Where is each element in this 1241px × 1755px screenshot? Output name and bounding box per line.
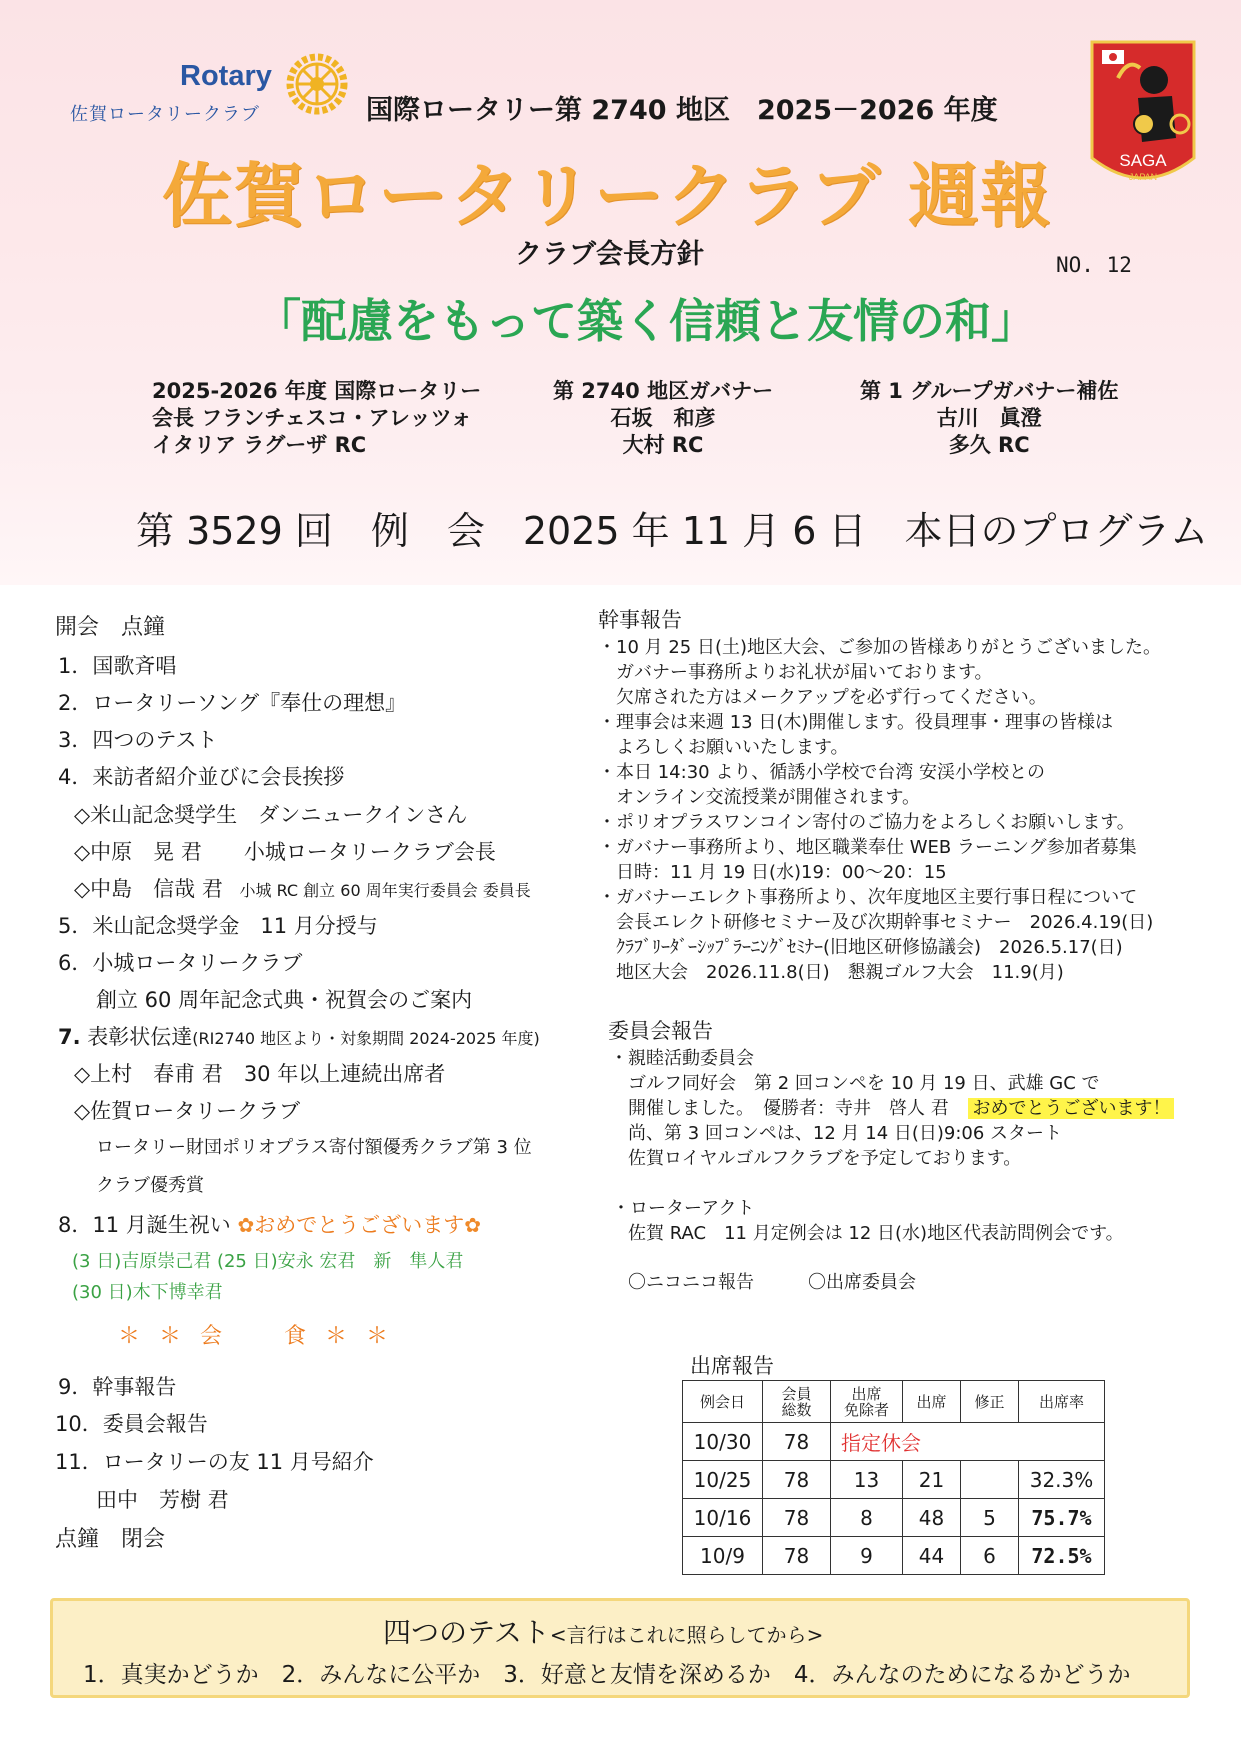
cell-fix: 6 [961,1537,1019,1575]
col-fix: 修正 [961,1381,1019,1423]
birthday-list-2: (30 日)木下博幸君 [72,1282,223,1303]
visitor-3 [74,873,531,903]
secretary-line: ・ガバナーエレクト事務所より、次年度地区主要行事日程について [598,887,1138,908]
table-row [683,1461,1105,1499]
secretary-line: ・本日 14:30 より、循誘小学校で台湾 安渓小学校との [598,762,1046,783]
committee-line: ・ローターアクト [612,1198,755,1219]
cell-date: 10/9 [683,1537,763,1575]
attendance-header-row [683,1381,1105,1423]
secretary-line: ・10 月 25 日(土)地区大会、ご参加の皆様ありがとうございました。 [598,637,1162,658]
governor-title: 第 2740 地区ガバナー [553,379,774,403]
award-2-prize: クラブ優秀賞 [96,1175,204,1196]
cell-fix [961,1461,1019,1499]
program-item-8-title: 8．11 月誕生祝い [58,1213,231,1237]
table-row [683,1423,1105,1461]
program-item-11: 11．ロータリーの友 11 月号紹介 [55,1450,374,1474]
program-title: 第 3529 回 例 会 2025 年 11 月 6 日 本日のプログラム [136,509,1209,553]
program-close: 点鐘 閉会 [55,1527,166,1552]
golf-winner: 開催しました。 優勝者：寺井 啓人 君 [628,1098,949,1119]
four-way-test-items: 1．真実かどうか 2．みんなに公平か 3．好意と友情を深めるか 4．みんなのためになるかどうか [83,1662,1131,1688]
newsletter-title: 佐賀ロータリークラブ 週報 [162,155,1053,237]
col-rate: 出席率 [1019,1381,1105,1423]
col-date: 例会日 [683,1381,763,1423]
ri-year-line: 2025-2026 年度 国際ロータリー [152,379,482,403]
program-item-6: 6．小城ロータリークラブ [58,951,303,975]
cell-date: 10/30 [683,1423,763,1461]
cell-exempt: 9 [831,1537,903,1575]
assistant-governor-name: 古川 眞澄 [936,406,1042,430]
award-1: ◇上村 春甫 君 30 年以上連続出席者 [74,1062,446,1086]
four-way-test-subtitle: <言行はこれに照らしてから> [549,1623,824,1647]
program-open: 開会 点鐘 [55,615,166,640]
program-item-3: 3．四つのテスト [58,728,218,752]
birthday-congrats: おめでとうございます [254,1213,465,1237]
meal-break: ＊ ＊ 会 食 ＊ ＊ [118,1324,394,1349]
secretary-line: ｸﾗﾌﾞﾘｰﾀﾞｰｼｯﾌﾟﾗｰﾆﾝｸﾞｾﾐﾅｰ(旧地区研修協議会) 2026.5.17(日) [598,937,1123,958]
badge-text: SAGA [1119,151,1167,170]
secretary-title: 幹事報告 [598,608,682,632]
governor-club: 大村 RC [622,433,704,457]
program-item-2: 2．ロータリーソング『奉仕の理想』 [58,691,407,715]
col-members: 会員 総数 [763,1381,831,1423]
cell-rate: 32.3% [1019,1461,1105,1499]
flower-icon: ✿ [237,1213,255,1237]
congrats-highlight: おめでとうございます！ [968,1098,1174,1119]
logo-word: Rotary [180,60,272,92]
committee-line: 佐賀ロイヤルゴルフクラブを予定しております。 [628,1148,1022,1169]
committee-line [628,1094,1174,1120]
secretary-line: 日時：11 月 19 日(水)19：00～20：15 [598,862,947,883]
award-2: ◇佐賀ロータリークラブ [74,1099,301,1123]
cell-date: 10/16 [683,1499,763,1537]
program-item-1: 1．国歌斉唱 [58,654,177,678]
issue-number: NO. 12 [1056,253,1132,277]
governor-name: 石坂 和彦 [610,406,716,430]
assistant-governor-club: 多久 RC [948,433,1030,457]
program-item-8 [58,1209,481,1239]
program-item-11-presenter: 田中 芳樹 君 [96,1488,229,1512]
flower-icon: ✿ [464,1213,481,1237]
rotary-logo [70,52,360,132]
program-item-7-number: 7. [58,1025,81,1049]
cell-members: 78 [763,1423,831,1461]
governor-block [553,378,773,459]
visitor-3-name: ◇中島 信哉 君 [74,877,223,901]
cell-present: 44 [903,1537,961,1575]
committee-line: 尚、第 3 回コンペは、12 月 14 日(日)9:06 スタート [628,1123,1063,1144]
assistant-governor-title: 第 1 グループガバナー補佐 [860,379,1119,403]
secretary-line: よろしくお願いいたします。 [598,737,849,758]
cell-members: 78 [763,1537,831,1575]
visitor-1: ◇米山記念奨学生 ダンニュークインさん [74,803,468,827]
cell-fix: 5 [961,1499,1019,1537]
secretary-line: オンライン交流授業が開催されます。 [598,787,921,808]
program-item-7-note: (RI2740 地区より・対象期間 2024-2025 年度) [192,1029,540,1048]
attendance-table [682,1380,1105,1575]
committee-line: ゴルフ同好会 第 2 回コンペを 10 月 19 日、武雄 GC で [628,1073,1100,1094]
table-row [683,1537,1105,1575]
secretary-line: 欠席された方はメークアップを必ず行ってください。 [598,687,1047,708]
secretary-line: ・ポリオプラスワンコイン寄付のご協力をよろしくお願いします。 [598,812,1135,833]
ri-president-name: 会長 フランチェスコ・アレッツォ [152,406,472,430]
cell-rate: 72.5% [1019,1537,1105,1575]
committee-line: 〇ニコニコ報告 〇出席委員会 [628,1272,916,1293]
four-way-test-title [383,1611,823,1651]
cell-members: 78 [763,1461,831,1499]
program-item-5: 5．米山記念奨学金 11 月分授与 [58,914,378,938]
four-way-test-heading: 四つのテスト [383,1616,550,1649]
logo-club-name: 佐賀ロータリークラブ [70,104,260,125]
table-row [683,1499,1105,1537]
committee-title: 委員会報告 [608,1019,713,1043]
four-way-test-box [50,1598,1190,1698]
district-line: 国際ロータリー第 2740 地区 2025－2026 年度 [366,95,998,126]
cell-date: 10/25 [683,1461,763,1499]
ri-president-club: イタリア ラグーザ RC [152,433,367,457]
cell-rate: 75.7% [1019,1499,1105,1537]
col-exempt: 出席 免除者 [831,1381,903,1423]
program-item-4: 4．来訪者紹介並びに会長挨拶 [58,765,345,789]
cell-exempt: 13 [831,1461,903,1499]
program-item-6-detail: 創立 60 周年記念式典・祝賀会のご案内 [96,988,473,1012]
program-item-7 [58,1021,540,1051]
header-banner [0,0,1241,585]
ri-president-block [152,378,481,459]
saga-badge-icon [1088,38,1198,198]
committee-line: ・親睦活動委員会 [610,1048,754,1069]
col-present: 出席 [903,1381,961,1423]
secretary-line: ガバナー事務所よりお礼状が届いております。 [598,662,993,683]
program-item-10: 10．委員会報告 [55,1412,208,1436]
program-item-7-title: 表彰状伝達 [87,1025,193,1049]
cell-present: 48 [903,1499,961,1537]
policy-label: クラブ会長方針 [515,239,704,270]
program-item-9: 9．幹事報告 [58,1375,177,1399]
rotary-wheel-icon [285,52,349,116]
committee-line: 佐賀 RAC 11 月定例会は 12 日(水)地区代表訪問例会です。 [628,1223,1124,1244]
visitor-3-role: 小城 RC 創立 60 周年実行委員会 委員長 [239,881,531,900]
cell-note: 指定休会 [831,1423,1105,1461]
badge-sub: JAPAN [1128,172,1158,182]
secretary-line: ・ガバナー事務所より、地区職業奉仕 WEB ラーニング参加者募集 [598,837,1137,858]
birthday-list-1: (3 日)吉原崇己君 (25 日)安永 宏君 新 隼人君 [72,1251,464,1272]
award-2-detail: ロータリー財団ポリオプラス寄付額優秀クラブ第 3 位 [96,1137,532,1158]
cell-exempt: 8 [831,1499,903,1537]
cell-members: 78 [763,1499,831,1537]
cell-present: 21 [903,1461,961,1499]
visitor-2: ◇中原 晃 君 小城ロータリークラブ会長 [74,840,496,864]
attendance-title: 出席報告 [690,1354,774,1378]
secretary-line: 会長エレクト研修セミナー及び次期幹事セミナー 2026.4.19(日) [598,912,1154,933]
secretary-line: ・理事会は来週 13 日(木)開催します。役員理事・理事の皆様は [598,712,1113,733]
secretary-line: 地区大会 2026.11.8(日) 懇親ゴルフ大会 11.9(月) [598,962,1064,983]
president-policy: 「配慮をもって築く信頼と友情の和」 [255,294,1037,348]
assistant-governor-block [860,378,1118,459]
